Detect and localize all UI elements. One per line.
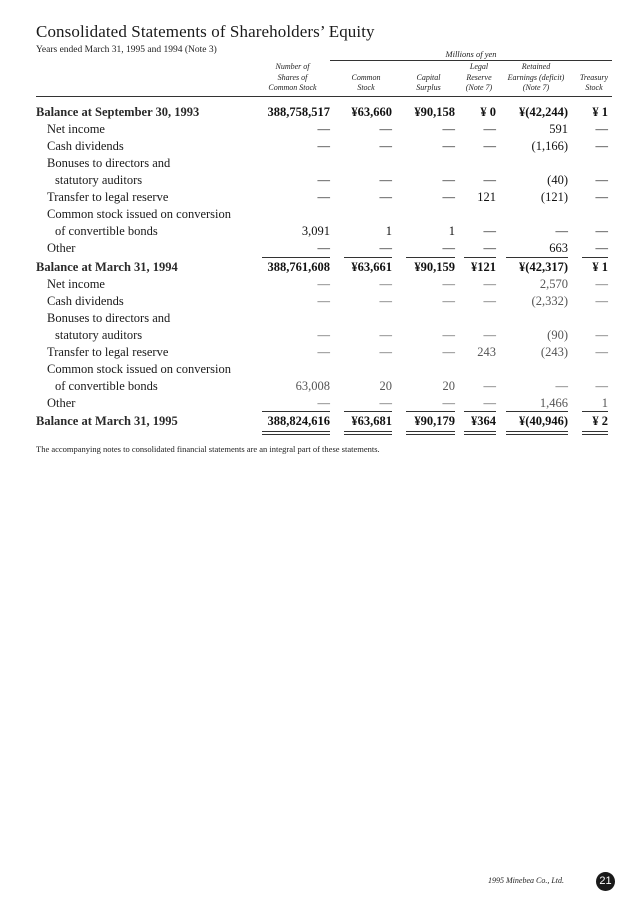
cell-treasury: — — [595, 294, 608, 308]
cell-shares: 388,824,616 — [267, 414, 330, 428]
cell-legal: — — [483, 139, 496, 153]
subtotal-rule — [582, 411, 608, 412]
header-retained-earnings: Retained Earnings (deficit) (Note 7) — [507, 62, 565, 92]
cell-legal: — — [483, 294, 496, 308]
cell-legal: ¥364 — [471, 414, 496, 428]
header-capital-surplus: Capital Surplus — [416, 72, 441, 92]
row-label: Other — [47, 396, 76, 410]
total-double-rule — [344, 434, 392, 435]
footer-company: 1995 Minebea Co., Ltd. — [488, 876, 564, 885]
cell-legal: — — [483, 396, 496, 410]
table-row — [0, 138, 630, 155]
row-label: Balance at September 30, 1993 — [36, 105, 200, 119]
row-label: of convertible bonds — [55, 224, 158, 238]
cell-retained: — — [555, 224, 568, 238]
cell-capital: 1 — [448, 224, 455, 238]
cell-legal: 243 — [477, 345, 496, 359]
cell-treasury: 1 — [601, 396, 608, 410]
cell-common: — — [379, 241, 392, 255]
cell-capital: ¥90,179 — [414, 414, 455, 428]
header-rule — [36, 96, 612, 97]
cell-capital: ¥90,158 — [414, 105, 455, 119]
subtotal-rule — [582, 257, 608, 258]
row-label: Balance at March 31, 1994 — [36, 260, 178, 274]
total-double-rule — [464, 431, 496, 432]
cell-common: — — [379, 190, 392, 204]
cell-treasury: — — [595, 190, 608, 204]
table-row — [0, 206, 630, 223]
row-label: Bonuses to directors and — [47, 311, 171, 325]
cell-capital: — — [442, 328, 455, 342]
total-double-rule — [262, 434, 330, 435]
table-row — [0, 293, 630, 310]
row-label: of convertible bonds — [55, 379, 158, 393]
cell-treasury: — — [595, 345, 608, 359]
cell-legal: — — [483, 379, 496, 393]
total-double-rule — [464, 434, 496, 435]
cell-common: — — [379, 139, 392, 153]
cell-shares: 63,008 — [295, 379, 330, 393]
cell-capital: 20 — [442, 379, 455, 393]
table-row — [0, 344, 630, 361]
cell-treasury: — — [595, 277, 608, 291]
subtotal-rule — [262, 411, 330, 412]
cell-treasury: ¥ 1 — [592, 260, 608, 274]
cell-capital: — — [442, 277, 455, 291]
cell-shares: 388,761,608 — [267, 260, 330, 274]
subtotal-rule — [406, 257, 455, 258]
cell-common: — — [379, 294, 392, 308]
cell-shares: — — [317, 241, 330, 255]
total-double-rule — [506, 434, 568, 435]
table-row — [0, 361, 630, 378]
cell-retained: ¥(42,317) — [519, 260, 568, 274]
subtotal-rule — [406, 411, 455, 412]
cell-capital: — — [442, 345, 455, 359]
cell-capital: — — [442, 122, 455, 136]
cell-legal: — — [483, 224, 496, 238]
cell-retained: 591 — [549, 122, 568, 136]
cell-shares: — — [317, 277, 330, 291]
cell-capital: — — [442, 294, 455, 308]
cell-treasury: — — [595, 379, 608, 393]
cell-retained: (2,332) — [531, 294, 568, 308]
cell-common: — — [379, 345, 392, 359]
table-row — [0, 310, 630, 327]
balance-row — [0, 259, 630, 276]
cell-treasury: — — [595, 139, 608, 153]
cell-retained: — — [555, 379, 568, 393]
subtotal-rule — [506, 411, 568, 412]
total-double-rule — [582, 434, 608, 435]
cell-treasury: ¥ 2 — [592, 414, 608, 428]
table-row — [0, 121, 630, 138]
cell-common: ¥63,681 — [351, 414, 392, 428]
row-label: Common stock issued on conversion — [47, 362, 232, 376]
cell-legal: — — [483, 277, 496, 291]
cell-shares: — — [317, 190, 330, 204]
cell-shares: — — [317, 294, 330, 308]
cell-treasury: — — [595, 173, 608, 187]
cell-legal: — — [483, 241, 496, 255]
cell-common: — — [379, 277, 392, 291]
subtotal-rule — [262, 257, 330, 258]
row-label: Cash dividends — [47, 139, 124, 153]
table-row — [0, 395, 630, 412]
cell-retained: ¥(42,244) — [519, 105, 568, 119]
table-row — [0, 276, 630, 293]
cell-common: — — [379, 328, 392, 342]
subtotal-rule — [344, 411, 392, 412]
row-label: statutory auditors — [55, 173, 143, 187]
cell-common: ¥63,660 — [351, 105, 392, 119]
cell-common: — — [379, 122, 392, 136]
row-label: Transfer to legal reserve — [47, 345, 169, 359]
cell-common: — — [379, 173, 392, 187]
cell-treasury: — — [595, 122, 608, 136]
footnote: The accompanying notes to consolidated financial statements are an integral part of these statements. — [36, 444, 380, 454]
unit-rule — [330, 60, 612, 61]
table-row — [0, 240, 630, 257]
cell-retained: (121) — [540, 190, 568, 204]
cell-legal: 121 — [477, 190, 496, 204]
cell-retained: (40) — [547, 173, 568, 187]
balance-row — [0, 104, 630, 121]
total-double-rule — [506, 431, 568, 432]
row-label: statutory auditors — [55, 328, 143, 342]
table-row — [0, 378, 630, 395]
cell-treasury: — — [595, 241, 608, 255]
page-subtitle: Years ended March 31, 1995 and 1994 (Note 3) — [36, 45, 217, 55]
cell-retained: 1,466 — [539, 396, 568, 410]
cell-common: 1 — [385, 224, 392, 238]
cell-legal: ¥ 0 — [480, 105, 496, 119]
cell-retained: (1,166) — [531, 139, 568, 153]
total-double-rule — [406, 431, 455, 432]
table-row — [0, 155, 630, 172]
cell-shares: — — [317, 173, 330, 187]
balance-row — [0, 413, 630, 430]
total-double-rule — [406, 434, 455, 435]
cell-legal: — — [483, 122, 496, 136]
cell-shares: — — [317, 122, 330, 136]
row-label: Transfer to legal reserve — [47, 190, 169, 204]
cell-treasury: — — [595, 224, 608, 238]
cell-capital: — — [442, 241, 455, 255]
cell-shares: — — [317, 396, 330, 410]
cell-common: — — [379, 396, 392, 410]
cell-shares: — — [317, 139, 330, 153]
cell-capital: — — [442, 139, 455, 153]
cell-legal: — — [483, 173, 496, 187]
header-common-stock: Common Stock — [351, 72, 381, 92]
cell-retained: ¥(40,946) — [519, 414, 568, 428]
cell-shares: 3,091 — [301, 224, 330, 238]
subtotal-rule — [344, 257, 392, 258]
cell-shares: — — [317, 345, 330, 359]
total-double-rule — [262, 431, 330, 432]
row-label: Bonuses to directors and — [47, 156, 171, 170]
cell-retained: (90) — [547, 328, 568, 342]
row-label: Other — [47, 241, 76, 255]
table-row — [0, 223, 630, 240]
cell-capital: ¥90,159 — [414, 260, 455, 274]
cell-common: ¥63,661 — [351, 260, 392, 274]
table-row — [0, 327, 630, 344]
cell-legal: ¥121 — [471, 260, 496, 274]
cell-retained: 2,570 — [539, 277, 568, 291]
cell-retained: 663 — [549, 241, 568, 255]
row-label: Cash dividends — [47, 294, 124, 308]
header-legal-reserve: Legal Reserve (Note 7) — [465, 62, 493, 92]
row-label: Net income — [47, 122, 105, 136]
table-row — [0, 189, 630, 206]
unit-label: Millions of yen — [445, 49, 497, 59]
cell-treasury: ¥ 1 — [592, 105, 608, 119]
row-label: Common stock issued on conversion — [47, 207, 232, 221]
subtotal-rule — [506, 257, 568, 258]
cell-capital: — — [442, 173, 455, 187]
total-double-rule — [344, 431, 392, 432]
cell-capital: — — [442, 396, 455, 410]
subtotal-rule — [464, 411, 496, 412]
header-shares: Number of Shares of Common Stock — [268, 62, 317, 92]
cell-retained: (243) — [540, 345, 568, 359]
cell-treasury: — — [595, 328, 608, 342]
page-title: Consolidated Statements of Shareholders’ Equity — [36, 22, 375, 41]
header-treasury-stock: Treasury Stock — [579, 72, 609, 92]
cell-common: 20 — [379, 379, 392, 393]
cell-shares: — — [317, 328, 330, 342]
table-row — [0, 172, 630, 189]
subtotal-rule — [464, 257, 496, 258]
row-label: Net income — [47, 277, 105, 291]
cell-shares: 388,758,517 — [267, 105, 330, 119]
page-number: 21 — [596, 872, 615, 891]
row-label: Balance at March 31, 1995 — [36, 414, 178, 428]
total-double-rule — [582, 431, 608, 432]
cell-capital: — — [442, 190, 455, 204]
cell-legal: — — [483, 328, 496, 342]
